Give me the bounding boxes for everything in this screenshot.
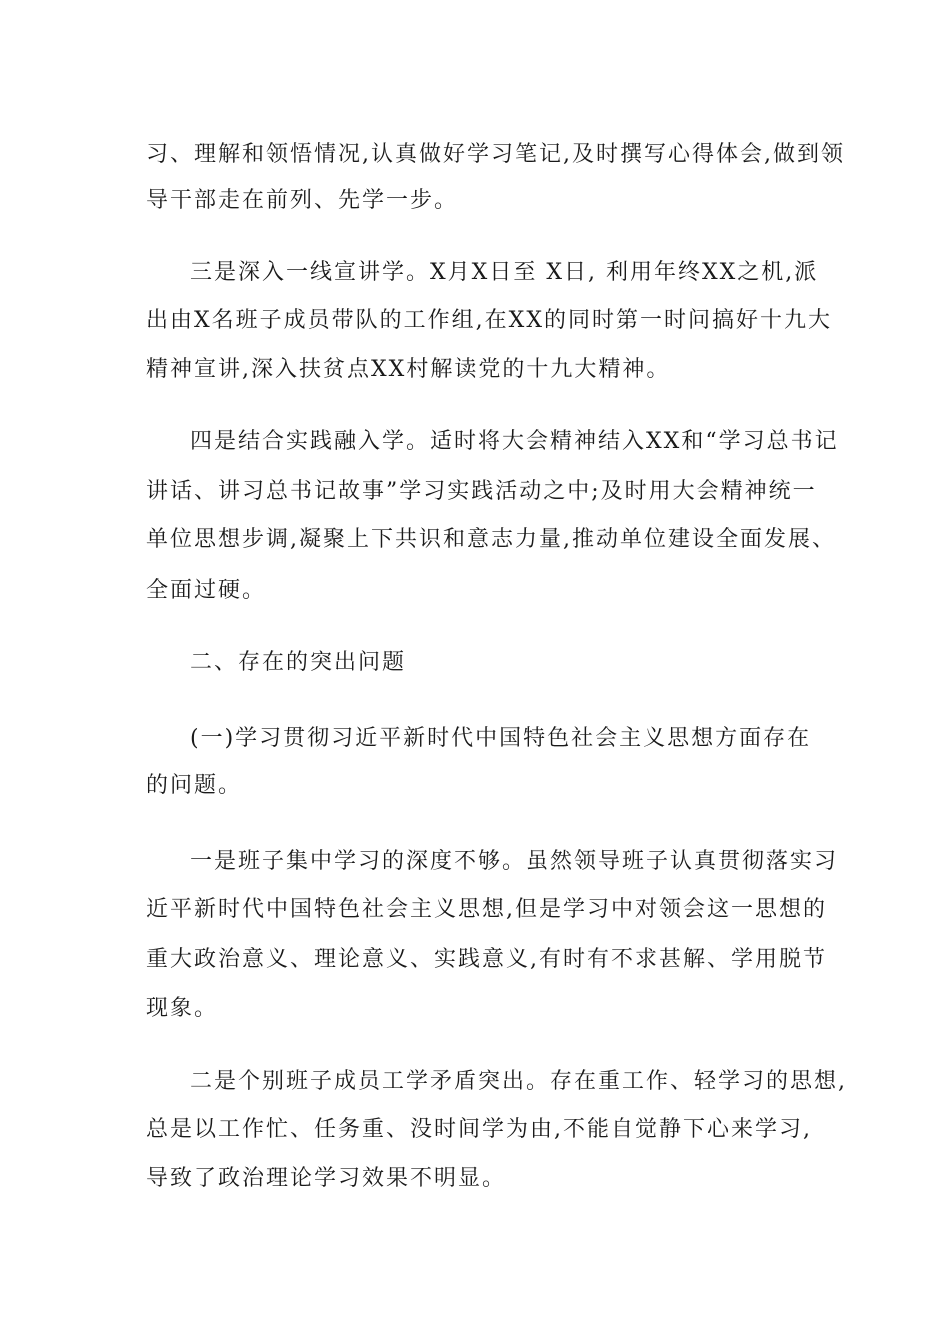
text-line: 导干部走在前列、先学一步。 xyxy=(146,188,459,213)
text-line: 三是深入一线宣讲学。X月X日至 X日, 利用年终XX之机,派 xyxy=(190,260,819,285)
subsection-heading: (一)学习贯彻习近平新时代中国特色社会主义思想方面存在 xyxy=(190,726,812,751)
text-line: 导致了政治理论学习效果不明显。 xyxy=(146,1166,507,1191)
text-line: 全面过硬。 xyxy=(146,578,267,603)
text-line: 讲话、讲习总书记故事”学习实践活动之中;及时用大会精神统一 xyxy=(146,479,817,504)
text-line: 一是班子集中学习的深度不够。虽然领导班子认真贯彻落实习 xyxy=(190,849,839,874)
section-heading: 二、存在的突出问题 xyxy=(190,650,407,675)
text-line: 总是以工作忙、任务重、没时间学为由,不能自觉静下心来学习, xyxy=(146,1117,812,1142)
text-line: 精神宣讲,深入扶贫点XX村解读党的十九大精神。 xyxy=(146,357,671,382)
text-line: 二是个别班子成员工学矛盾突出。存在重工作、轻学习的思想, xyxy=(190,1069,847,1094)
text-line: 近平新时代中国特色社会主义思想,但是学习中对领会这一思想的 xyxy=(146,897,827,922)
text-line: 单位思想步调,凝聚上下共识和意志力量,推动单位建设全面发展、 xyxy=(146,527,836,552)
text-line: 重大政治意义、理论意义、实践意义,有时有不求甚解、学用脱节 xyxy=(146,947,827,972)
text-line: 现象。 xyxy=(146,996,219,1021)
text-line: 四是结合实践融入学。适时将大会精神结入XX和“学习总书记 xyxy=(190,429,839,454)
text-line: 的问题。 xyxy=(146,773,243,798)
text-line: 习、理解和领悟情况,认真做好学习笔记,及时撰写心得体会,做到领 xyxy=(146,142,845,167)
text-line: 出由X名班子成员带队的工作组,在XX的同时第一时问搞好十九大 xyxy=(146,308,832,333)
